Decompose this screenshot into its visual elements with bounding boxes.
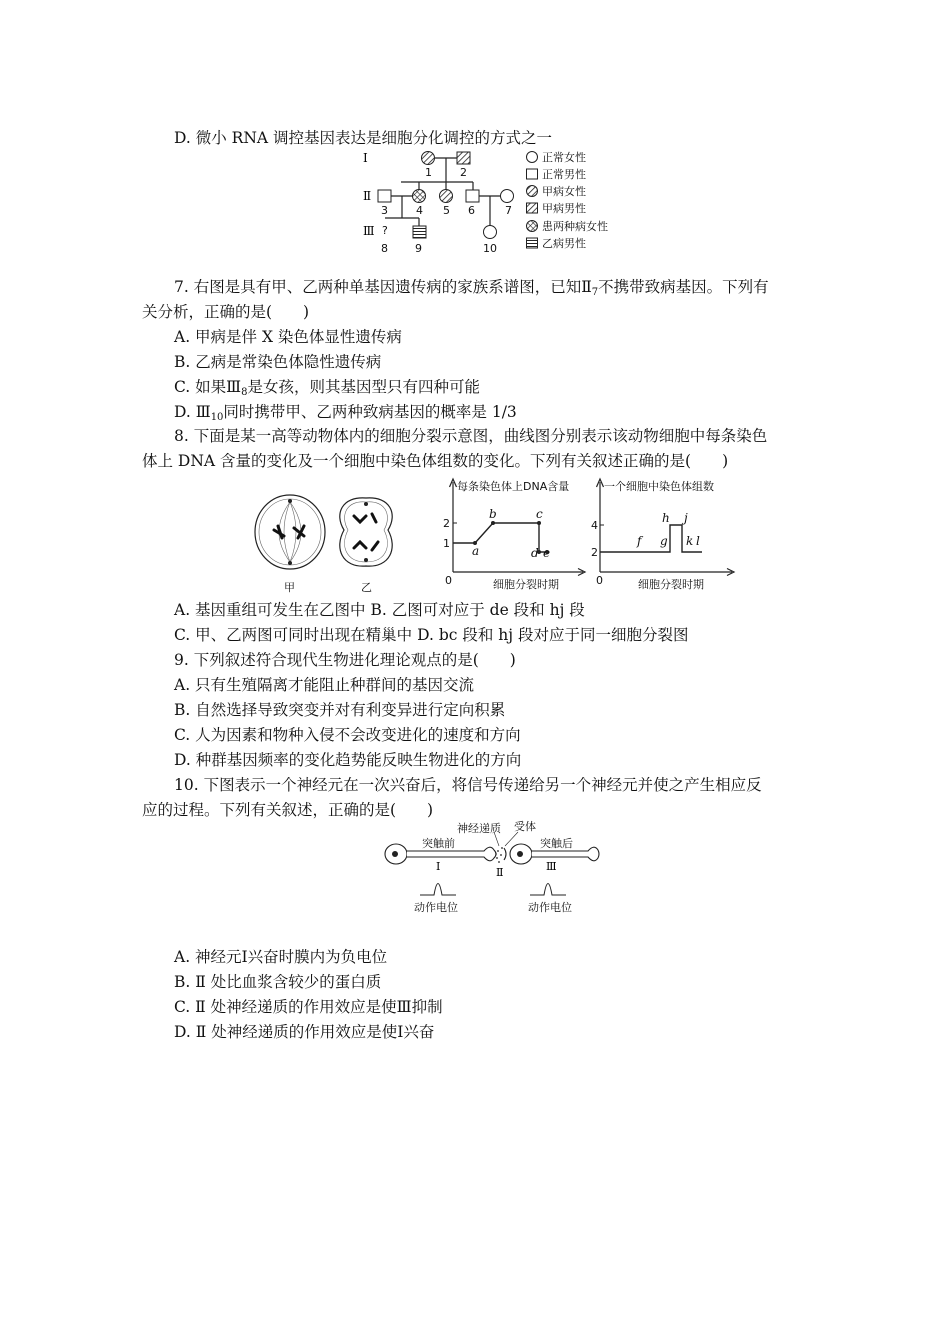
q8-options-cd: C. 甲、乙两图可同时出现在精巢中 D. bc 段和 hj 段对应于同一细胞分裂图 [174, 626, 689, 644]
label-4: 4 [416, 204, 423, 217]
q7-stem-line1: 7. 右图是具有甲、乙两种单基因遗传病的家族系谱图，已知$Ⅱ_7$不携带致病基因。下列有 [174, 278, 769, 298]
label-2: 2 [460, 166, 467, 179]
legend-a-female: 甲病女性 [542, 185, 586, 198]
chart1-axes [450, 479, 586, 576]
chart2-ytick-2: 2 [591, 546, 598, 559]
receptor-membrane [504, 848, 506, 860]
q9-option-c: C. 人为因素和物种入侵不会改变进化的速度和方向 [174, 726, 521, 744]
chart2-ytick-4: 4 [591, 519, 598, 532]
label-3: 3 [381, 204, 388, 217]
legend-a-female-icon [527, 186, 538, 197]
gen-2-label: Ⅱ [363, 189, 372, 203]
legend-both-female: 患两种病女性 [542, 220, 608, 233]
legend-normal-female-icon [527, 152, 538, 163]
presynaptic-label: 突触前 [422, 837, 455, 850]
label-1: 1 [425, 166, 432, 179]
legend-b-male: 乙病男性 [542, 237, 586, 250]
q9-option-b: B. 自然选择导致突变并对有利变异进行定向积累 [174, 701, 506, 719]
legend-a-male: 甲病男性 [542, 202, 586, 215]
q8-stem-line2: 体上 DNA 含量的变化及一个细胞中染色体组数的变化。下列有关叙述正确的是( ) [142, 452, 729, 470]
chart1-ytick-2: 2 [443, 517, 450, 530]
cell-division-figure [248, 490, 428, 598]
chart1-label-b: b [489, 507, 497, 521]
neuron-synapse-figure [380, 818, 605, 914]
chart2-label-k: k [686, 534, 694, 548]
legend-normal-male: 正常男性 [542, 168, 586, 181]
pedigree-chart [355, 146, 635, 258]
q8-options-ab: A. 基因重组可发生在乙图中 B. 乙图可对应于 de 段和 hj 段 [174, 601, 585, 619]
cleft-2-label: Ⅱ [496, 866, 504, 879]
q6-option-d: D. 微小 RNA 调控基因表达是细胞分化调控的方式之一 [174, 129, 553, 147]
q10-option-a: A. 神经元Ⅰ兴奋时膜内为负电位 [174, 948, 388, 966]
chart2-label-l: l [696, 534, 700, 548]
q10-stem-line2: 应的过程。下列有关叙述，正确的是( ) [142, 801, 434, 819]
q9-option-a: A. 只有生殖隔离才能阻止种群间的基因交流 [174, 676, 475, 694]
label-9: 9 [415, 242, 422, 255]
action-potential-1-label: 动作电位 [414, 901, 458, 914]
postsynaptic-label: 突触后 [540, 837, 573, 850]
q7-option-b: B. 乙病是常染色体隐性遗传病 [174, 353, 382, 371]
cell-jia-label: 甲 [284, 581, 295, 594]
chart2-label-f: f [637, 534, 642, 548]
individual-II7 [501, 190, 514, 203]
gen-3-label: Ⅲ [363, 224, 375, 238]
chart1-ylabel: 每条染色体上DNA含量 [457, 480, 570, 493]
label-7: 7 [505, 204, 512, 217]
chart2-label-g: g [660, 534, 668, 548]
chart2-label-j: j [684, 511, 688, 525]
gen-1-label: Ⅰ [363, 151, 368, 165]
q10-option-d: D. Ⅱ 处神经递质的作用效应是使Ⅰ兴奋 [174, 1023, 435, 1041]
individual-III10 [484, 226, 497, 239]
neuron-1-label: Ⅰ [436, 860, 441, 873]
legend-a-male-icon [527, 203, 538, 213]
action-potential-1-trace [420, 884, 456, 896]
chart2-ylabel: 一个细胞中染色体组数 [604, 480, 714, 493]
cell-yi-label: 乙 [361, 581, 372, 594]
chart1-point-b [491, 521, 495, 525]
chart1-point-c [537, 521, 541, 525]
legend-normal-male-icon [527, 169, 538, 179]
individual-II3 [378, 190, 391, 202]
individual-III8-unknown: ? [382, 224, 388, 237]
q7-option-d: D. $Ⅲ_{10}$同时携带甲、乙两种致病基因的概率是 1/3 [174, 403, 517, 423]
label-6: 6 [468, 204, 475, 217]
transmitter-label: 神经递质 [457, 822, 501, 835]
chart1-origin: 0 [445, 574, 452, 587]
individual-III9 [413, 226, 426, 238]
chart2-origin: 0 [596, 574, 603, 587]
legend-b-male-icon [527, 238, 538, 248]
chart1-label-a: a [472, 544, 480, 558]
chart2-axes [597, 479, 735, 576]
chart2-label-h: h [662, 511, 670, 525]
q10-option-c: C. Ⅱ 处神经递质的作用效应是使Ⅲ抑制 [174, 998, 443, 1016]
legend-both-female-icon [527, 221, 538, 232]
neuron-3-label: Ⅲ [546, 860, 557, 873]
q10-option-b: B. Ⅱ 处比血浆含较少的蛋白质 [174, 973, 382, 991]
dna-content-chart [437, 474, 587, 594]
individual-I2 [457, 152, 470, 164]
q7-option-c: C. 如果$Ⅲ_8$是女孩，则其基因型只有四种可能 [174, 378, 480, 398]
chart1-xlabel: 细胞分裂时期 [493, 578, 559, 591]
q7-option-a: A. 甲病是伴 X 染色体显性遗传病 [174, 328, 402, 346]
chart1-label-e: e [543, 546, 551, 560]
cell-jia-outline [255, 495, 325, 569]
individual-II6 [466, 190, 479, 202]
chromosome-set-chart [590, 474, 740, 594]
individual-I1 [422, 152, 435, 165]
chart1-ytick-1: 1 [443, 537, 450, 550]
individual-II4 [413, 190, 426, 203]
chart1-label-d: d [531, 546, 539, 560]
label-10: 10 [483, 242, 497, 255]
individual-II5 [440, 190, 453, 203]
q10-stem-line1: 10. 下图表示一个神经元在一次兴奋后，将信号传递给另一个神经元并使之产生相应反 [174, 776, 762, 794]
q9-option-d: D. 种群基因频率的变化趋势能反映生物进化的方向 [174, 751, 522, 769]
q7-stem-line2: 关分析，正确的是( ) [142, 303, 310, 321]
label-8: 8 [381, 242, 388, 255]
receptor-label: 受体 [514, 820, 536, 833]
label-5: 5 [443, 204, 450, 217]
action-potential-2-label: 动作电位 [528, 901, 572, 914]
legend-normal-female: 正常女性 [542, 151, 586, 164]
q8-stem-line1: 8. 下面是某一高等动物体内的细胞分裂示意图，曲线图分别表示该动物细胞中每条染色 [174, 427, 768, 445]
action-potential-2-trace [530, 884, 566, 896]
chart1-label-c: c [536, 507, 543, 521]
chart2-xlabel: 细胞分裂时期 [638, 578, 704, 591]
q9-stem: 9. 下列叙述符合现代生物进化理论观点的是( ) [174, 651, 516, 669]
